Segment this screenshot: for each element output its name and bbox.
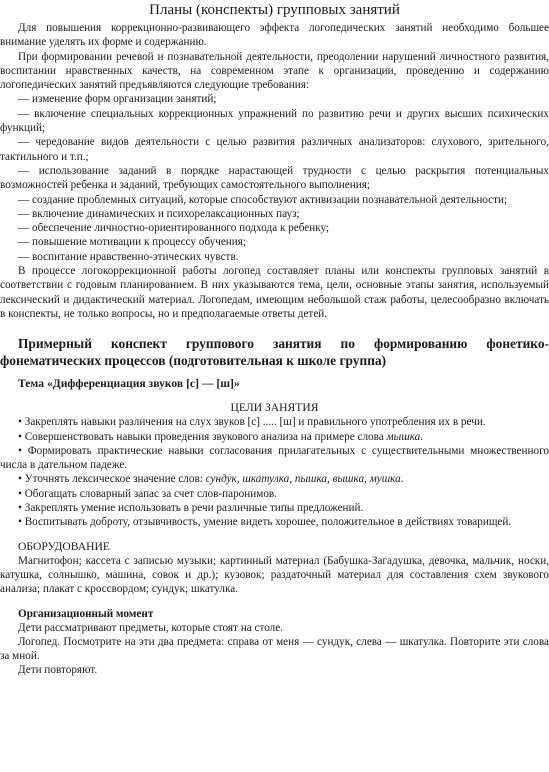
goal-item: • Обогащать словарный запас за счет слов-паронимов. <box>18 487 278 500</box>
requirement-item: — чередование видов деятельности с целью развития различных анализаторов: слухового, зрительного, тактильного и т.п.; <box>0 136 549 163</box>
section-heading: Примерный конспект группового занятия по формированию фонетико-фонематических процессов (подготовительная к школе группа) <box>0 336 549 369</box>
goals-heading: ЦЕЛИ ЗАНЯТИЯ <box>230 401 319 415</box>
org-line: Дети рассматривают предметы, которые стоят на столе. <box>18 621 284 634</box>
goal-italic-words: сундук, шкатулка, пышка, вышка, мушка <box>205 473 401 486</box>
org-line: Логопед. Посмотрите на эти два предмета: справа от меня — сундук, слева — шкатулка. Повторите эти слова за мной. <box>0 635 549 663</box>
goal-item: • Уточнять лексическое значение слов: сундук, шкатулка, пышка, вышка, мушка. <box>18 473 404 486</box>
org-moment-heading: Организационный момент <box>18 607 154 620</box>
equipment-paragraph: Магнитофон; кассета с записью музыки; картинный материал (Бабушка-Загадушка, девочка, мальчик, носки, катушка, солнышко, машина, совок и др.); кузовок; раздаточный материал для составления схем звукового анализа; плакат с кроссвордом; сундук; шкатулка. <box>0 554 549 596</box>
page-title: Планы (конспекты) групповых занятий <box>149 2 400 18</box>
goal-item: • Закреплять умение использовать в речи различные типы предложений. <box>18 502 364 515</box>
intro-paragraph-2: При формировании речевой и познавательной деятельности, преодолении нарушений личностного развития, воспитании нравственных качеств, на современном этапе к организации, проведению и содержанию логопедических занятий предъявляются следующие требования: <box>0 50 549 92</box>
requirement-item: — создание проблемных ситуаций, которые способствуют активизации познавательной деятельности; <box>18 193 508 206</box>
org-line: Дети повторяют. <box>18 664 98 677</box>
requirement-item: — изменение форм организации занятий; <box>18 93 217 106</box>
requirement-item: — использование заданий в порядке нарастающей трудности с целью раскрытия потенциальных возможностей ребенка и заданий, требующих самостоятельного выполнения; <box>0 164 549 192</box>
requirement-item: — включение динамических и психорелаксационных пауз; <box>18 207 300 220</box>
lesson-theme: Тема «Дифференциация звуков [с] — [ш]» <box>18 377 240 391</box>
requirement-item: — обеспечение личностно-ориентированного подхода к ребенку; <box>18 222 330 235</box>
process-paragraph: В процессе логокоррекционной работы логопед составляет планы или конспекты групповых занятий в соответствии с годовым планированием. В них указываются тема, цели, основные этапы занятия, используемый лексический и дидактический материал. Логопедам, имеющим небольшой стаж работы, целесообразно включать в конспекты, не только вопросы, но и предполагаемые ответы детей. <box>0 265 549 320</box>
requirement-item: — воспитание нравственно-этических чувств. <box>18 250 239 263</box>
goal-italic-word: мышка <box>386 430 421 443</box>
goal-item: • Совершенствовать навыки проведения звукового анализа на примере слова мышка. <box>18 430 424 443</box>
requirement-item: — включение специальных коррекционных упражнений по развитию речи и других высших психических функций; <box>0 107 549 135</box>
goal-item: • Закреплять навыки различения на слух звуков [с] ..... [ш] и правильного употребления их в речи. <box>18 416 486 429</box>
goal-item: • Воспитывать доброту, отзывчивость, умение видеть хорошее, положительное в действиях товарищей. <box>18 516 512 529</box>
requirement-item: — повышение мотивации к процессу обучения; <box>18 236 247 249</box>
equipment-heading: ОБОРУДОВАНИЕ <box>18 539 111 553</box>
intro-paragraph-1: Для повышения коррекционно-развивающего эффекта логопедических занятий необходимо большее внимание уделять их форме и содержанию. <box>0 22 549 49</box>
goal-item: • Формировать практические навыки согласования прилагательных с существительными множественного числа в дательном падеже. <box>0 444 549 472</box>
